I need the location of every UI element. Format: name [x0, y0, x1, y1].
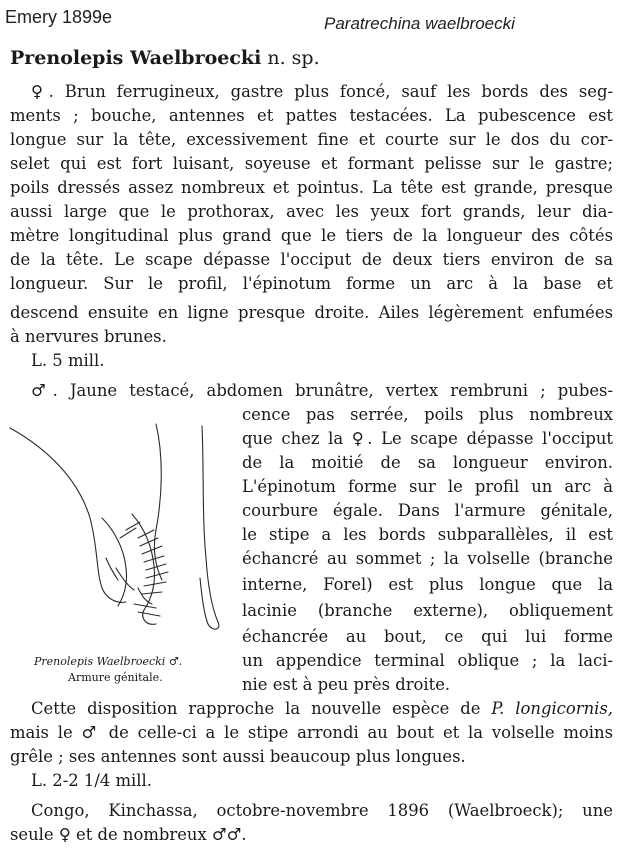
female-description-line: ♀. Brun ferrugineux, gastre plus foncé, sauf les bords des seg- [31, 82, 613, 101]
male-description-line: le stipe a les bords subparallèles, il est [242, 525, 613, 544]
volselle-left [102, 518, 127, 606]
male-description-line: courbure égale. Dans l'armure génitale, [242, 501, 613, 520]
comparison-line [31, 699, 613, 719]
female-description-line: aussi large que le prothorax, avec les yeux fort grands, leur dia- [10, 202, 613, 221]
header-author-year: Emery 1899e [5, 7, 113, 27]
male-description-first-line: ♂. Jaune testacé, abdomen brunâtre, vertex rembruni ; pubes- [31, 381, 613, 400]
male-description-line: interne, Forel) est plus longue que la [242, 575, 613, 594]
female-description-line: de la tête. Le scape dépasse l'occiput de deux tiers environ de sa [10, 250, 613, 269]
female-description-line: descend ensuite en ligne presque droite. Ailes légèrement enfumées [10, 303, 613, 322]
male-description-line: un appendice terminal oblique ; la laci- [242, 651, 613, 670]
species-title [10, 47, 320, 69]
comparison-text: Cette disposition rapproche la nouvelle espèce de [31, 699, 492, 718]
male-length: L. 2-2 1/4 mill. [31, 771, 152, 790]
male-description-line: échancrée au bout, ce qui lui forme [242, 627, 613, 646]
male-description-line: cence pas serrée, poils plus nombreux [242, 405, 613, 424]
male-description-line: que chez la ♀. Le scape dépasse l'occiput [242, 429, 613, 448]
male-description-line: échancré au sommet ; la volselle (branche [242, 549, 613, 568]
comparison-line: grêle ; ses antennes sont aussi beaucoup plus longues. [10, 747, 466, 766]
species-title-suffix: n. sp. [267, 47, 320, 69]
male-description-line: nie est à peu près droite. [242, 675, 451, 694]
female-description-line: longueur. Sur le profil, l'épinotum forme un arc à la base et [10, 274, 613, 293]
genital-armature-drawing [6, 418, 228, 646]
female-description-line: ments ; bouche, antennes et pattes testacées. La pubescence est [10, 106, 613, 125]
comparison-species-italic: P. longicornis, [491, 699, 613, 718]
header-species-name: Paratrechina waelbroecki [324, 14, 515, 33]
locality-line: Congo, Kinchassa, octobre-novembre 1896 (Waelbroeck); une [31, 801, 613, 820]
figure-caption-sub: Armure génitale. [68, 671, 163, 684]
species-title-name: Prenolepis Waelbroecki [10, 47, 262, 69]
male-description-line: lacinie (branche externe), obliquement [242, 601, 613, 620]
female-description-line: selet qui est fort luisant, soyeuse et formant pelisse sur le gastre; [10, 154, 613, 173]
female-length: L. 5 mill. [31, 351, 105, 370]
genital-armature-figure [6, 418, 228, 646]
figure-caption-name [34, 655, 182, 668]
lacinie [200, 426, 219, 629]
female-description-line: à nervures brunes. [10, 327, 167, 346]
stipe-outline-left [10, 428, 126, 602]
comparison-line: mais le ♂ de celle-ci a le stipe arrondi au bout et la volselle moins [10, 723, 613, 742]
locality-line: seule ♀ et de nombreux ♂♂. [10, 825, 247, 844]
female-description-line: longue sur la tête, excessivement fine et courte sur le dos du cor- [10, 130, 613, 149]
male-description-line: L'épinotum forme sur le profil un arc à [242, 477, 613, 496]
figure-caption-species: Prenolepis Waelbroecki ♂. [34, 655, 183, 668]
male-description-line: de la moitié de sa longueur environ. [242, 453, 613, 472]
female-description-line: mètre longitudinal plus grand que le tiers de la longueur des côtés [10, 226, 613, 245]
female-description-line: poils dressés assez nombreux et pointus. La tête est grande, presque [10, 178, 613, 197]
